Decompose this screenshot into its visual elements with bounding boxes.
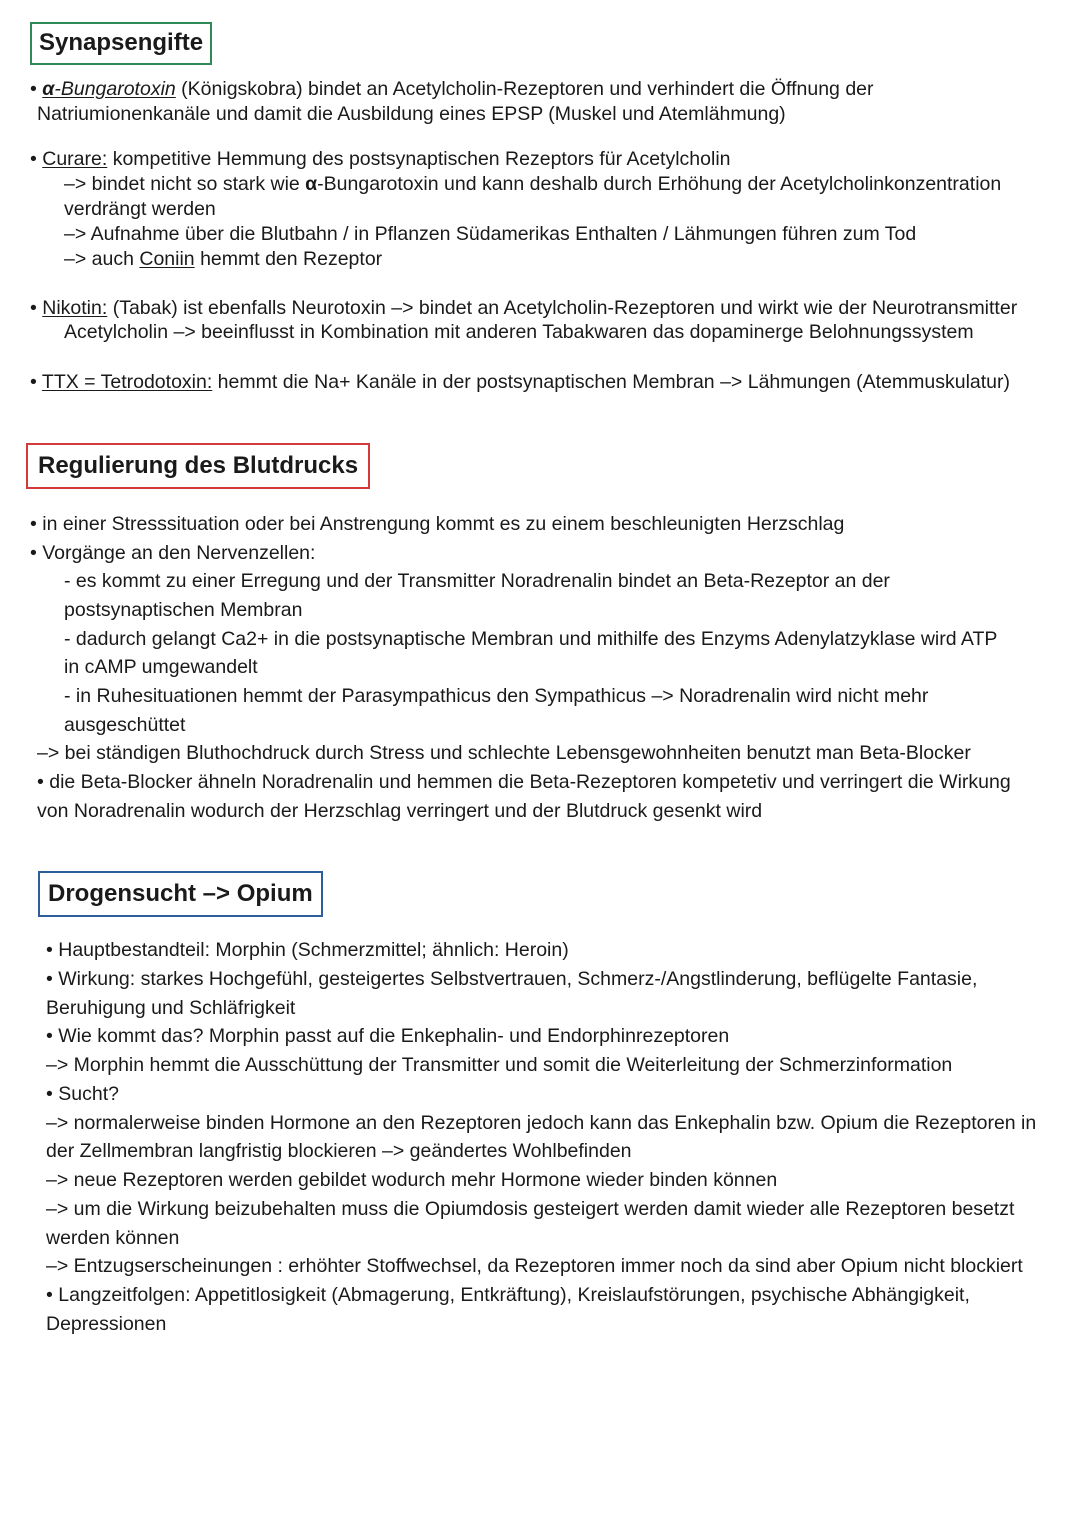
bullet: •	[30, 78, 37, 100]
bullet: •	[30, 148, 37, 170]
curare-line-4: –> Aufnahme über die Blutbahn / in Pflanzen Südamerikas Enthalten / Lähmungen führen zum Tod	[64, 223, 917, 245]
term-bungarotoxin: α-Bungarotoxin	[42, 78, 176, 100]
curare-line-1	[30, 147, 731, 172]
opium-line: –> Entzugserscheinungen : erhöhter Stoffwechsel, da Rezeptoren immer noch da sind aber Opium nicht blockiert	[46, 1255, 1023, 1277]
opium-line: Beruhigung und Schläfrigkeit	[46, 997, 296, 1019]
ttx-text: hemmt die Na+ Kanäle in der postsynaptischen Membran –> Lähmungen (Atemmuskulatur)	[212, 371, 1011, 393]
opium-line: • Sucht?	[46, 1083, 119, 1105]
blutdruck-line: - es kommt zu einer Erregung und der Transmitter Noradrenalin bindet an Beta-Rezeptor an der	[64, 570, 890, 592]
opium-line: • Wie kommt das? Morphin passt auf die Enkephalin- und Endorphinrezeptoren	[46, 1025, 730, 1047]
nikotin-line-1	[30, 296, 1017, 321]
bullet: •	[30, 297, 37, 319]
blutdruck-line: von Noradrenalin wodurch der Herzschlag verringert und der Blutdruck gesenkt wird	[37, 800, 763, 822]
bungarotoxin-line-2: Natriumionenkanäle und damit die Ausbildung eines EPSP (Muskel und Atemlähmung)	[37, 103, 786, 125]
section-title-blutdruck: Regulierung des Blutdrucks	[26, 443, 370, 489]
term-coniin: Coniin	[139, 248, 195, 270]
blutdruck-line: - dadurch gelangt Ca2+ in die postsynaptische Membran und mithilfe des Enzyms Adenylatzyklase wird ATP	[64, 628, 998, 650]
opium-line: –> normalerweise binden Hormone an den Rezeptoren jedoch kann das Enkephalin bzw. Opium die Rezeptoren in	[46, 1112, 1037, 1134]
bungarotoxin-text: (Königskobra) bindet an Acetylcholin-Rezeptoren und verhindert die Öffnung der	[175, 78, 874, 100]
ttx-line-1	[30, 370, 1010, 395]
opium-line: Depressionen	[46, 1313, 167, 1335]
curare-line-3: verdrängt werden	[64, 198, 216, 220]
term-nikotin: Nikotin:	[42, 297, 108, 319]
opium-line: –> neue Rezeptoren werden gebildet wodurch mehr Hormone wieder binden können	[46, 1169, 778, 1191]
nikotin-text: (Tabak) ist ebenfalls Neurotoxin –> bindet an Acetylcholin-Rezeptoren und wirkt wie der Neurotransmitter	[107, 297, 1018, 319]
blutdruck-line: • die Beta-Blocker ähneln Noradrenalin und hemmen die Beta-Rezeptoren kompetetiv und verringert die Wirkung	[37, 771, 1011, 793]
blutdruck-line: ausgeschüttet	[64, 714, 186, 736]
opium-line: –> Morphin hemmt die Ausschüttung der Transmitter und somit die Weiterleitung der Schmerzinformation	[46, 1054, 953, 1076]
term-ttx: TTX = Tetrodotoxin:	[41, 371, 213, 393]
opium-line: • Hauptbestandteil: Morphin (Schmerzmittel; ähnlich: Heroin)	[46, 939, 569, 961]
blutdruck-line: • Vorgänge an den Nervenzellen:	[30, 542, 316, 564]
curare-text: kompetitive Hemmung des postsynaptischen Rezeptors für Acetylcholin	[107, 148, 731, 170]
opium-line: der Zellmembran langfristig blockieren –> geändertes Wohlbefinden	[46, 1140, 632, 1162]
bullet: •	[30, 371, 37, 393]
opium-line: • Wirkung: starkes Hochgefühl, gesteigertes Selbstvertrauen, Schmerz-/Angstlinderung, beflügelte Fantasie,	[46, 968, 978, 990]
curare-line-5: –> auch Coniin hemmt den Rezeptor	[64, 248, 383, 270]
term-curare: Curare:	[42, 148, 108, 170]
blutdruck-line: - in Ruhesituationen hemmt der Parasympathicus den Sympathicus –> Noradrenalin wird nicht mehr	[64, 685, 929, 707]
blutdruck-line: postsynaptischen Membran	[64, 599, 303, 621]
section-title-drogensucht: Drogensucht –> Opium	[38, 871, 323, 917]
opium-line: werden können	[46, 1227, 180, 1249]
opium-line: • Langzeitfolgen: Appetitlosigkeit (Abmagerung, Entkräftung), Kreislaufstörungen, psychische Abhängigkeit,	[46, 1284, 970, 1306]
section-title-synapsengifte: Synapsengifte	[30, 22, 212, 65]
nikotin-line-2: Acetylcholin –> beeinflusst in Kombination mit anderen Tabakwaren das dopaminerge Belohnungssystem	[64, 321, 974, 343]
blutdruck-line: –> bei ständigen Bluthochdruck durch Stress und schlechte Lebensgewohnheiten benutzt man Beta-Blocker	[37, 742, 971, 764]
opium-line: –> um die Wirkung beizubehalten muss die Opiumdosis gesteigert werden damit wieder alle Rezeptoren besetzt	[46, 1198, 1015, 1220]
blutdruck-line: in cAMP umgewandelt	[64, 656, 258, 678]
blutdruck-line: • in einer Stresssituation oder bei Anstrengung kommt es zu einem beschleunigten Herzschlag	[30, 513, 845, 535]
bungarotoxin-line-1	[30, 77, 874, 102]
curare-line-2: –> bindet nicht so stark wie α-Bungarotoxin und kann deshalb durch Erhöhung der Acetylcholinkonzentration	[64, 173, 1002, 195]
